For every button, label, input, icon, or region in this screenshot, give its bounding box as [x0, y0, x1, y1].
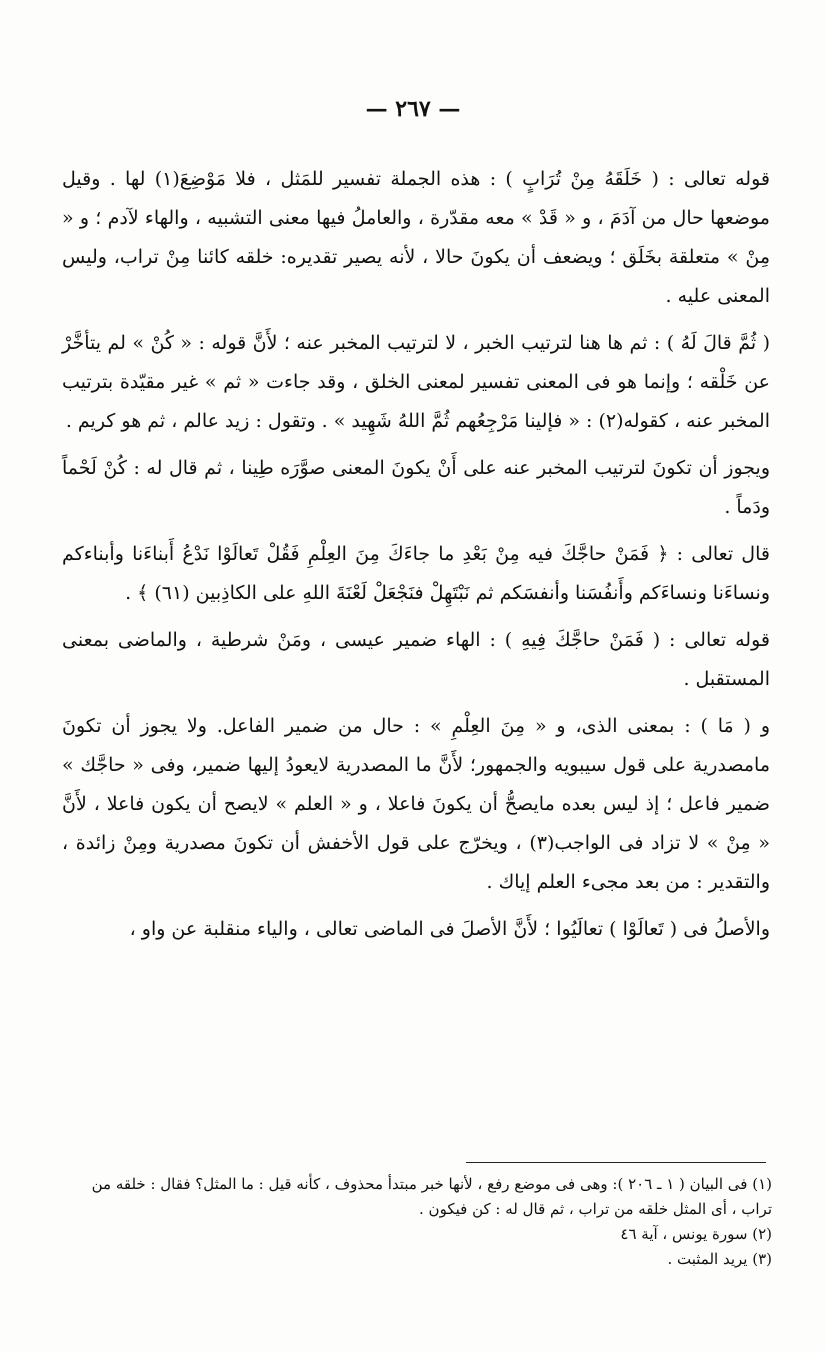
footnote-1: (١) فى البيان ( ١ ـ ٢٠٦ ): وهى فى موضع رفع ، لأنها خبر مبتدأ محذوف ، كأنه قيل : ما المثل؟ فقال : خلقه من تراب ، أى المثل خلقه من تراب ، ثم قال له : كن فيكون .: [91, 1175, 772, 1218]
paragraph-tartib: ويجوز أن تكونَ لترتيب المخبر عنه على أَنْ يكونَ المعنى صوَّرَه طِينا ، ثم قال له : كُنْ لَحْماً ودَماً .: [62, 457, 770, 518]
footnote-2: (٢) سورة يونس ، آية ٤٦: [620, 1225, 772, 1243]
page-number: — ٢٦٧ —: [365, 96, 461, 122]
paragraph-verse-61: قال تعالى : ﴿ فَمَنْ حاجَّكَ فيه مِنْ بَعْدِ ما جاءَكَ مِنَ العِلْمِ فَقُلْ تَعالَوْا نَدْعُ أَبناءَنا وأبناءكم ونساءَنا ونساءَكم وأَنفُسَنا وأنفسَكم ثم نَبْتَهِلْ فنَجْعَلْ لَعْنَةَ اللهِ على الكاذِبين (٦١) ﴾ .: [62, 543, 770, 604]
paragraph-thumma-qala: ( ثُمَّ قالَ لَهُ ) : ثم ها هنا لترتيب الخبر ، لا لترتيب المخبر عنه ؛ لأَنَّ قوله : « كُنْ » لم يتأخَّرْ عن خَلْقه ؛ وإنما هو فى المعنى تفسير لمعنى الخلق ، وقد جاءت « ثم » غير مقيّدة بترتيب المخبر عنه ، كقوله(٢) : « فإلينا مَرْجِعُهم ثُمَّ اللهُ شَهِيد » . وتقول : زيد عالم ، ثم هو كريم .: [62, 332, 770, 432]
paragraph-taalaw: والأصلُ فى ( تَعالَوْا ) تعالَيُوا ؛ لأَنَّ الأصلَ فى الماضى تعالى ، والياء منقلبة عن واو ،: [129, 918, 770, 940]
footnote-divider: [466, 1162, 766, 1163]
paragraph-faman-hajjaka: قوله تعالى : ( فَمَنْ حاجَّكَ فِيهِ ) : الهاء ضمير عيسى ، ومَنْ شرطية ، والماضى بمعنى المستقبل .: [62, 629, 770, 690]
footnote-3: (٣) يريد المثبت .: [667, 1250, 772, 1268]
paragraph-khalaqahu: قوله تعالى : ( خَلَقَهُ مِنْ تُرَابٍ ) : هذه الجملة تفسير للمَثل ، فلا مَوْضِعَ(١) لها . وقيل موضعها حال من آدَمَ ، و « قَدْ » معه مقدّرة ، والعاملُ فيها معنى التشبيه ، والهاء لآدم ؛ و « مِنْ » متعلقة بخَلَق ؛ ويضعف أن يكونَ حالا ، لأنه يصير تقديره: خلقه كائنا مِنْ تراب، وليس المعنى عليه .: [62, 168, 770, 307]
main-text: [62, 160, 770, 957]
footnotes: [62, 1172, 772, 1272]
paragraph-ma: و ( مَا ) : بمعنى الذى، و « مِنَ العِلْمِ » : حال من ضمير الفاعل. ولا يجوز أن تكونَ مامصدرية على قول سيبويه والجمهور؛ لأَنَّ ما المصدرية لايعودُ إليها ضمير، وفى « حاجَّك » ضمير فاعل ؛ إذ ليس بعده مايصحُّ أن يكونَ فاعلا ، و « العلم » لايصح أن يكون فاعلا ، لأَنَّ « مِنْ » لا تزاد فى الواجب(٣) ، ويخرّج على قول الأخفش أن تكونَ مصدرية ومِنْ زائدة ، والتقدير : من بعد مجىء العلم إياك .: [62, 715, 770, 893]
